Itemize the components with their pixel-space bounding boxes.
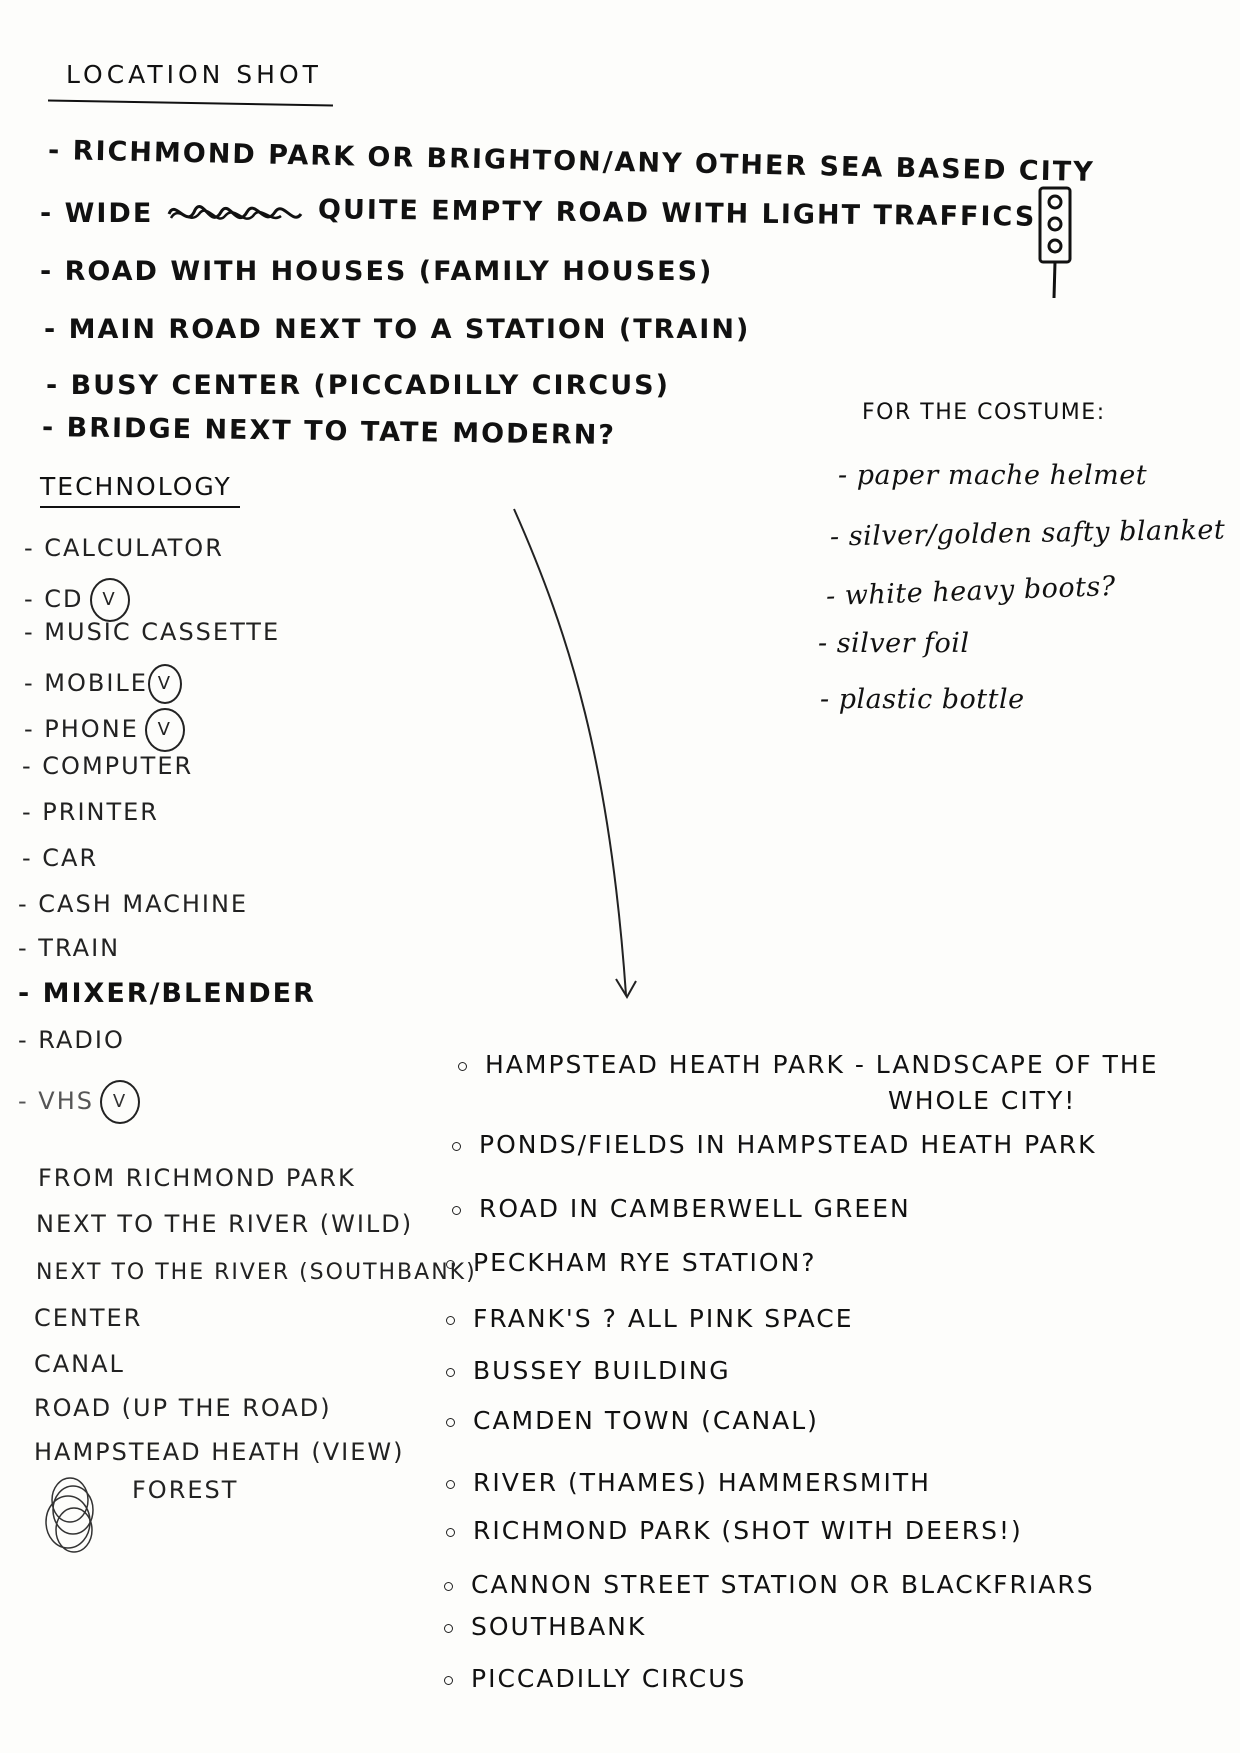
technology-item: - VHS V	[18, 1080, 140, 1124]
technology-item: - CASH MACHINE	[18, 890, 249, 918]
location-heading-underline	[48, 100, 333, 107]
bullet-icon	[444, 1624, 453, 1633]
route-item: HAMPSTEAD HEATH (VIEW)	[34, 1438, 405, 1466]
technology-item: - PRINTER	[22, 798, 159, 826]
bullet-icon	[446, 1528, 455, 1537]
location-item: - ROAD WITH HOUSES (FAMILY HOUSES)	[40, 256, 714, 287]
technology-item: - MOBILE V	[24, 664, 182, 704]
costume-item: - silver/golden safty blanket	[829, 514, 1226, 553]
place-item: HAMPSTEAD HEATH PARK - LANDSCAPE OF THE	[458, 1052, 1158, 1077]
technology-item: - PHONE V	[24, 708, 185, 752]
arrow-icon	[500, 505, 650, 1005]
location-item: QUITE EMPTY ROAD WITH LIGHT TRAFFICS	[317, 194, 1037, 233]
bullet-icon	[446, 1480, 455, 1489]
route-item: FROM RICHMOND PARK	[38, 1164, 356, 1192]
place-item: RICHMOND PARK (SHOT WITH DEERS!)	[446, 1518, 1023, 1543]
place-item: SOUTHBANK	[444, 1614, 646, 1639]
bullet-icon	[452, 1142, 461, 1151]
place-item: PECKHAM RYE STATION?	[446, 1250, 817, 1275]
location-item: - BRIDGE NEXT TO TATE MODERN?	[41, 411, 617, 452]
place-item: CANNON STREET STATION OR BLACKFRIARS	[444, 1572, 1095, 1597]
place-item: BUSSEY BUILDING	[446, 1358, 731, 1383]
bullet-icon	[446, 1316, 455, 1325]
place-item: PONDS/FIELDS IN HAMPSTEAD HEATH PARK	[452, 1132, 1096, 1157]
technology-item: - CD V	[24, 578, 130, 622]
checked-circle-icon: V	[145, 708, 185, 752]
route-item: NEXT TO THE RIVER (SOUTHBANK)	[36, 1260, 477, 1285]
technology-item: - COMPUTER	[22, 752, 194, 780]
costume-item: - plastic bottle	[820, 684, 1025, 715]
checked-circle-icon: V	[100, 1080, 140, 1124]
technology-item: - RADIO	[18, 1026, 125, 1054]
route-item: ROAD (UP THE ROAD)	[34, 1394, 332, 1422]
location-item: - RICHMOND PARK OR BRIGHTON/ANY OTHER SEA BASED CITY	[47, 135, 1096, 188]
route-item: CANAL	[34, 1350, 125, 1378]
costume-item: - white heavy boots?	[825, 570, 1117, 613]
bullet-icon	[444, 1676, 453, 1685]
checked-circle-icon: V	[148, 664, 182, 704]
costume-item: - silver foil	[818, 628, 970, 659]
route-item: FOREST	[132, 1476, 239, 1504]
place-item-continuation: WHOLE CITY!	[888, 1086, 1077, 1115]
technology-item: - TRAIN	[18, 934, 121, 962]
checked-circle-icon: V	[90, 578, 130, 622]
bullet-icon	[458, 1062, 467, 1071]
scribble-circles-icon	[40, 1470, 110, 1562]
bullet-icon	[452, 1206, 461, 1215]
technology-item: - CAR	[22, 844, 99, 872]
costume-heading: FOR THE COSTUME:	[862, 400, 1106, 425]
technology-item: - MIXER/BLENDER	[18, 978, 316, 1009]
technology-item: - CALCULATOR	[24, 534, 224, 562]
traffic-light-icon	[1036, 186, 1076, 301]
route-item: NEXT TO THE RIVER (WILD)	[36, 1210, 414, 1238]
place-item: PICCADILLY CIRCUS	[444, 1666, 746, 1691]
technology-heading-underline	[40, 506, 240, 508]
location-item: - BUSY CENTER (PICCADILLY CIRCUS)	[46, 370, 670, 401]
place-item: RIVER (THAMES) HAMMERSMITH	[446, 1470, 931, 1495]
bullet-icon	[446, 1260, 455, 1269]
place-item: FRANK'S ? ALL PINK SPACE	[446, 1306, 854, 1331]
costume-item: - paper mache helmet	[838, 460, 1148, 491]
bullet-icon	[444, 1582, 453, 1591]
place-item: CAMDEN TOWN (CANAL)	[446, 1408, 819, 1433]
technology-item: - MUSIC CASSETTE	[24, 618, 281, 646]
place-item: ROAD IN CAMBERWELL GREEN	[452, 1196, 911, 1221]
scribble-icon	[165, 196, 305, 232]
location-item: - MAIN ROAD NEXT TO A STATION (TRAIN)	[44, 314, 751, 345]
location-item: - WIDE	[40, 198, 154, 229]
bullet-icon	[446, 1368, 455, 1377]
technology-heading: TECHNOLOGY	[40, 472, 232, 501]
bullet-icon	[446, 1418, 455, 1427]
route-item: CENTER	[34, 1304, 143, 1332]
location-heading: LOCATION SHOT	[66, 60, 322, 89]
